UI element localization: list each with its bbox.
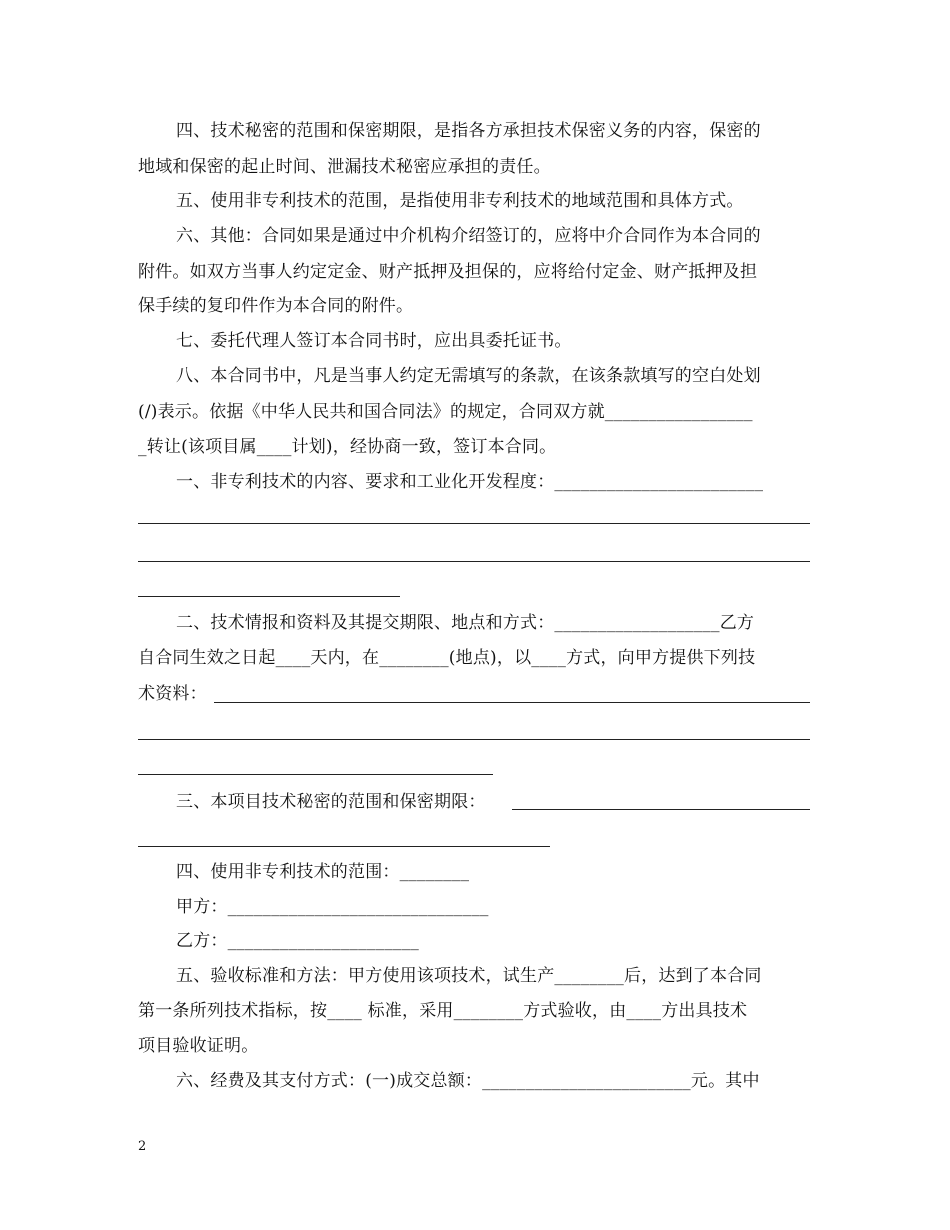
paragraph-line: (/)表示。依据《中华人民共和国合同法》的规定，合同双方就_________________ [138,402,753,422]
paragraph-line: 地域和保密的起止时间、泄漏技术秘密应承担的责任。 [138,157,551,177]
paragraph-line: 八、本合同书中，凡是当事人约定无需填写的条款，在该条款填写的空白处划 [176,366,761,386]
blank-rule [138,774,493,775]
blank-rule [138,846,550,847]
page-number: 2 [138,1139,147,1154]
paragraph-line: 项目验收证明。 [138,1036,259,1056]
paragraph-line: 五、使用非专利技术的范围，是指使用非专利技术的地域范围和具体方式。 [176,191,744,211]
section-heading: 六、经费及其支付方式：(一)成交总额：________________________元。其中 [176,1071,760,1091]
paragraph-line: 术资料： [138,684,207,704]
section-heading: 二、技术情报和资料及其提交期限、地点和方式：___________________乙方 [176,613,755,633]
paragraph-line: 七、委托代理人签订本合同书时，应出具委托证书。 [176,331,572,351]
blank-rule [138,523,810,524]
section-heading: 一、非专利技术的内容、要求和工业化开发程度：________________________ [176,472,764,492]
section-heading: 四、使用非专利技术的范围：________ [176,862,470,882]
party-a-line: 甲方：______________________________ [176,897,489,917]
blank-rule [512,809,810,810]
paragraph-line: 自合同生效之日起____天内，在________(地点)，以____方式，向甲方提供下列技 [138,648,756,668]
blank-rule [214,702,810,703]
section-heading: 三、本项目技术秘密的范围和保密期限： [176,792,486,812]
blank-rule [138,561,810,562]
paragraph-line: 第一条所列技术指标，按____ 标准，采用________方式验收，由____方出具技术 [138,1001,748,1021]
paragraph-line: 附件。如双方当事人约定定金、财产抵押及担保的，应将给付定金、财产抵押及担 [138,262,758,282]
paragraph-line: _转让(该项目属____计划)，经协商一致，签订本合同。 [138,437,557,457]
section-heading: 五、验收标准和方法：甲方使用该项技术，试生产________后，达到了本合同 [176,966,762,986]
party-b-line: 乙方：______________________ [176,931,419,951]
paragraph-line: 六、其他：合同如果是通过中介机构介绍签订的，应将中介合同作为本合同的 [176,226,761,246]
paragraph-line: 保手续的复印件作为本合同的附件。 [138,296,414,316]
blank-rule [138,596,400,597]
paragraph-line: 四、技术秘密的范围和保密期限，是指各方承担技术保密义务的内容，保密的 [176,121,761,141]
blank-rule [138,739,810,740]
